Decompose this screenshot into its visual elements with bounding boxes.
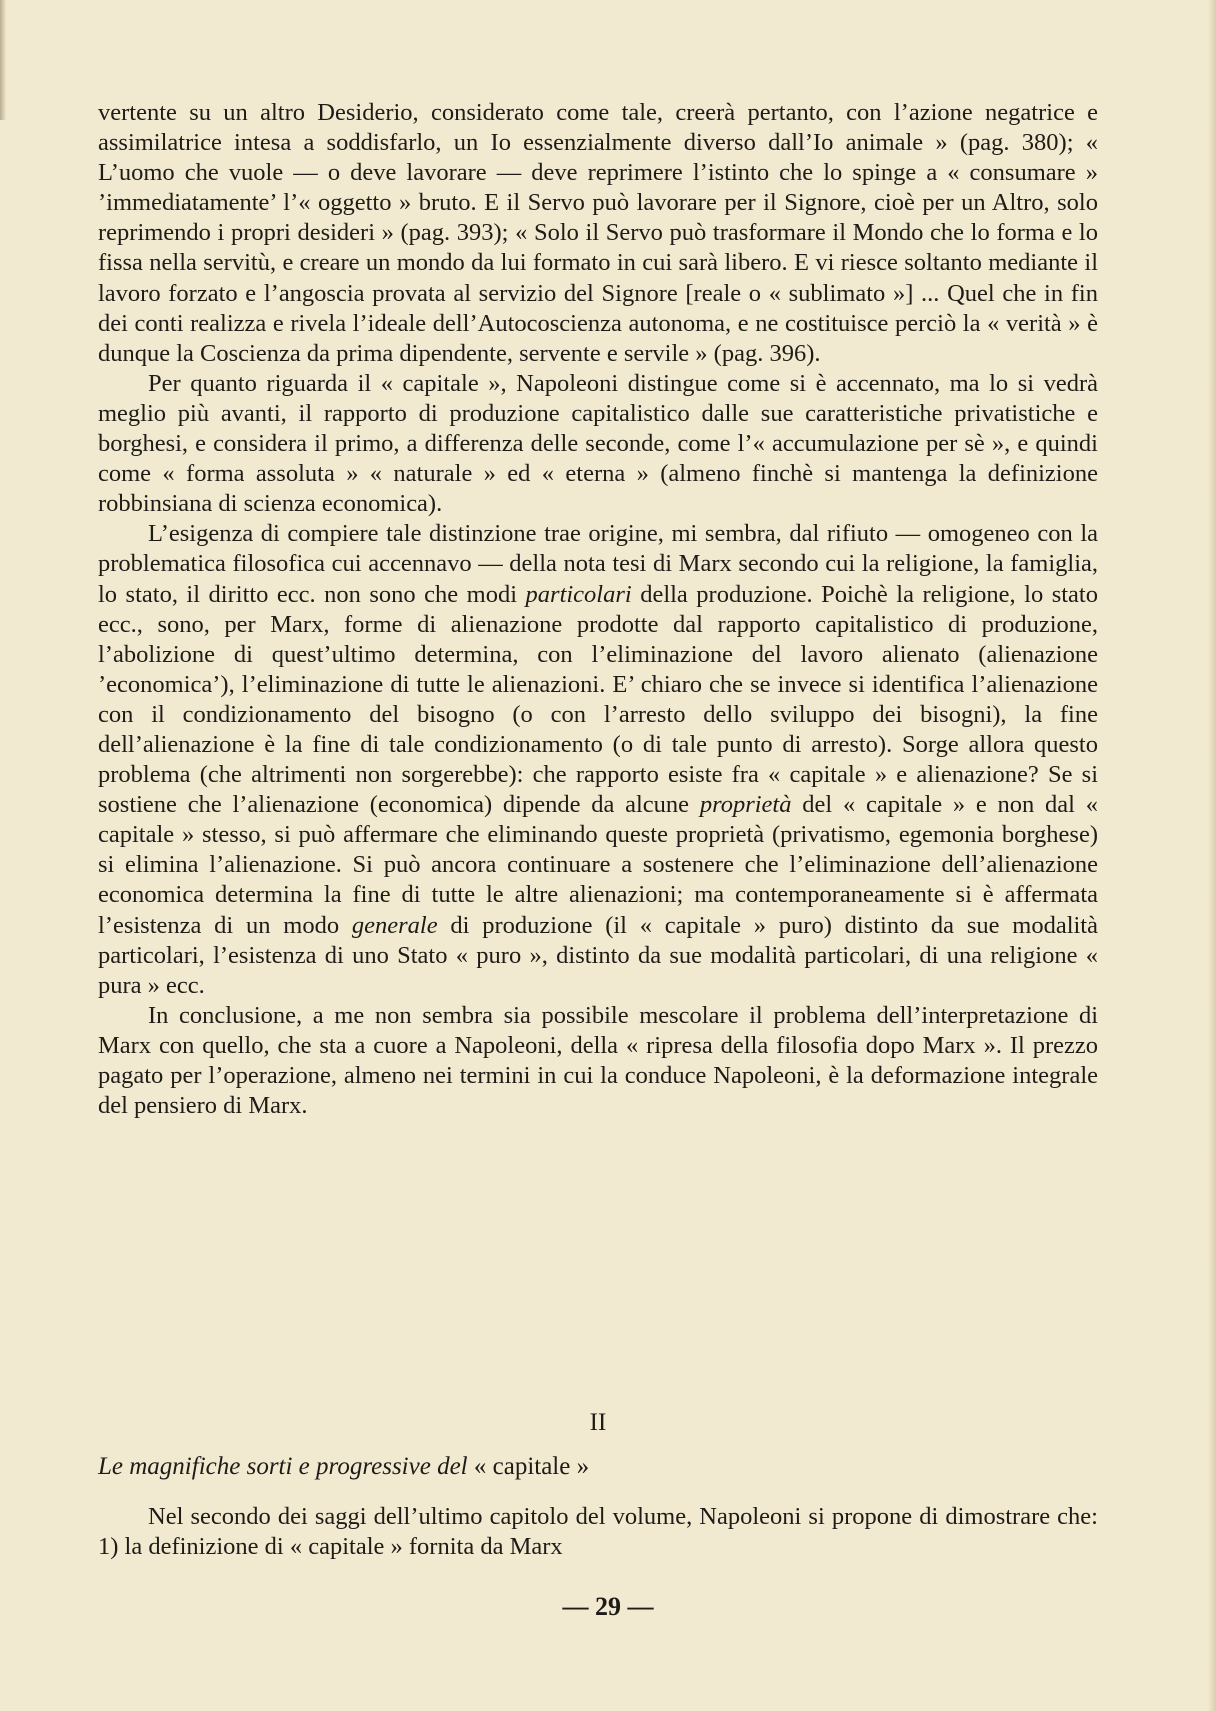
paragraph-text: di produzione (il « capitale » puro) distinto da sue modalità particolari, l’esistenza di uno Stato « puro », distinto da sue modalità particolari, di una religione « pura » ecc. <box>98 911 1098 999</box>
scan-edge-left <box>0 0 6 120</box>
body-text <box>98 98 1098 1121</box>
paragraph-text: della produzione. Poichè la religione, lo stato ecc., sono, per Marx, forme di alienazione prodotte dal rapporto capitalistico di produzione, l’abolizione di quest’ultimo determina, con l’eliminazione del lavoro alienato (alienazione ’economica’), l’eliminazione di tutte le alienazioni. E’ chiaro che se invece si identifica l’alienazione con il condizionamento del bisogno (o con l’arresto dello sviluppo dei bisogni), la fine dell’alienazione è la fine di tale condizionamento (o di tale punto di arresto). Sorge allora questo problema (che altrimenti non sorgerebbe): che rapporto esiste fra « capitale » e alienazione? Se si sostiene che l’alienazione (economica) dipende da alcune <box>98 580 1098 819</box>
paragraph-text: L’esigenza di compiere tale distinzione trae origine, mi sembra, dal rifiuto — omogeneo con la problematica filosofica cui accennavo — della nota tesi di Marx secondo cui la religione, la famiglia, lo stato, il diritto ecc. non sono che modi <box>98 520 1098 608</box>
paragraph <box>98 1502 1098 1562</box>
paragraph <box>98 1001 1098 1121</box>
page-number: — 29 — <box>562 1592 654 1621</box>
scan-edge-right <box>1208 0 1216 1711</box>
section-title <box>98 1453 1098 1481</box>
paragraph-text: vertente su un altro Desiderio, considerato come tale, creerà pertanto, con l’azione negatrice e assimilatrice intesa a soddisfarlo, un Io essenzialmente diverso dall’Io animale » (pag. 380); « L’uomo che vuole — o deve lavorare — deve reprimere l’istinto che lo spinge a « consumare » ’immediatamente’ l’« oggetto » bruto. E il Servo può lavorare per il Signore, cioè per un Altro, solo reprimendo i propri desideri » (pag. 393); « Solo il Servo può trasformare il Mondo che lo forma e lo fissa nella servitù, e creare un mondo da lui formato in cui sarà libero. E vi riesce soltanto mediante il lavoro forzato e l’angoscia provata al servizio del Signore [reale o « sublimato »] ... Quel che in fin dei conti realizza e rivela l’ideale dell’Autocoscienza autonoma, e ne costituisce perciò la « verità » è dunque la Coscienza da prima dipendente, servente e servile » (pag. 396). <box>98 99 1098 367</box>
paragraph-text: Per quanto riguarda il « capitale », Napoleoni distingue come si è accennato, ma lo si vedrà meglio più avanti, il rapporto di produzione capitalistico dalle sue caratteristiche privatistiche e borghesi, e considera il primo, a differenza delle seconde, come l’« accumulazione per sè », e quindi come « forma assoluta » « naturale » ed « eterna » (almeno finchè si mantenga la definizione robbinsiana di scienza economica). <box>98 369 1098 518</box>
paragraph-text: del « capitale » e non dal « capitale » stesso, si può affermare che eliminando queste proprietà (privatismo, egemonia borghese) si elimina l’alienazione. Si può ancora continuare a sostenere che l’eliminazione dell’alienazione economica determina la fine di tutte le altre alienazioni; ma contemporaneamente si è affermata l’esistenza di un modo <box>98 791 1098 939</box>
paragraph <box>98 519 1098 1001</box>
paragraph <box>98 369 1098 519</box>
section-title-text: Le magnifiche sorti e progressive del <box>98 1453 468 1480</box>
paragraph-text: Nel secondo dei saggi dell’ultimo capitolo del volume, Napoleoni si propone di dimostrare che: 1) la definizione di « capitale » fornita da Marx <box>98 1503 1098 1561</box>
section-number: II <box>589 1409 607 1436</box>
paragraph <box>98 98 1098 369</box>
body-text-continued <box>98 1502 1098 1562</box>
italic-text: generale <box>351 911 438 939</box>
paragraph-text: In conclusione, a me non sembra sia possibile mescolare il problema dell’interpretazione di Marx con quello, che sta a cuore a Napoleoni, della « ripresa della filosofia dopo Marx ». Il prezzo pagato per l’operazione, almeno nei termini in cui la conduce Napoleoni, è la deformazione integrale del pensiero di Marx. <box>98 1001 1098 1120</box>
italic-text: particolari <box>525 580 632 608</box>
section-title-quoted: « capitale » <box>473 1453 590 1480</box>
italic-text: proprietà <box>699 791 792 819</box>
